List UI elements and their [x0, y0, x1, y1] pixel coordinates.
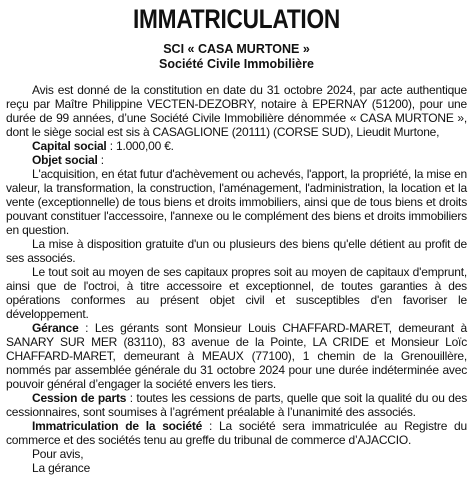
closing-line: Pour avis,	[32, 447, 84, 461]
objet-value: :	[97, 153, 104, 167]
cession-paragraph	[6, 391, 467, 419]
intro-paragraph: Avis est donné de la constitution en date du 31 octobre 2024, par acte authentique reçu par Maître Philippine VECTEN-DEZOBRY, notaire à EPERNAY (51200), pour une durée de 99 années, d’une Société Civile Immobilière dénommée « CASA MURTONE », dont le siège social est sis à CASAGLIONE (20111) (CORSE SUD), Lieudit Murtone,	[6, 83, 467, 139]
immatriculation-paragraph	[6, 419, 467, 447]
notice-body	[6, 83, 467, 475]
company-type: Société Civile Immobilière	[159, 57, 314, 71]
notice-heading: IMMATRICULATION	[132, 4, 341, 34]
objet-label: Objet social	[32, 153, 98, 167]
gerance-paragraph	[6, 321, 467, 391]
cession-label: Cession de parts	[32, 391, 127, 405]
capital-label: Capital social	[32, 139, 107, 153]
company-name: SCI « CASA MURTONE »	[163, 42, 310, 56]
immatriculation-label: Immatriculation de la société	[32, 419, 203, 433]
gerance-label: Gérance	[32, 321, 79, 335]
capital-value: : 1.000,00 €.	[106, 139, 174, 153]
cession-text: : toutes les cessions de parts, quelle que soit la qualité du ou des cessionnaires, sont soumises à l’agrément préalable à l’unanimité des associés.	[6, 391, 467, 419]
objet-text-paragraph: L'acquisition, en état futur d'achèvement ou achevés, l'apport, la propriété, la mise en valeur, la transformation, la construction, l'aménagement, l'administration, la location et la vente (exceptionnelle) de tous biens et droits immobiliers, ainsi que de tous biens et droits pouvant constituer l'accessoire, l'annexe ou le complément des biens et droits immobiliers en question.	[6, 167, 467, 237]
objet-paragraph	[6, 153, 467, 167]
tout-paragraph: Le tout soit au moyen de ses capitaux propres soit au moyen de capitaux d'emprunt, ainsi que de l'octroi, à titre accessoire et exceptionnel, de toutes garanties à des opérations conformes au présent objet civil et susceptibles d'en favoriser le développement.	[6, 265, 467, 321]
mise-paragraph: La mise à disposition gratuite d'un ou plusieurs des biens qu'elle détient au profit de ses associés.	[6, 237, 467, 265]
gerance-text: : Les gérants sont Monsieur Louis CHAFFARD-MARET, demeurant à SANARY SUR MER (83110), 83 avenue de la Pointe, LA CRIDE et Monsieur Loïc CHAFFARD-MARET, demeurant à MEAUX (77100), 1 chemin de la Grenouillère, nommés par assemblée générale du 31 octobre 2024 pour une durée indéterminée avec pouvoir général d’engager la société envers les tiers.	[6, 321, 467, 391]
signature-line: La gérance	[32, 461, 91, 475]
capital-paragraph	[6, 139, 467, 153]
immatriculation-text: : La société sera immatriculée au Registre du commerce et des sociétés tenu au greffe du tribunal de commerce d’AJACCIO.	[6, 419, 468, 447]
